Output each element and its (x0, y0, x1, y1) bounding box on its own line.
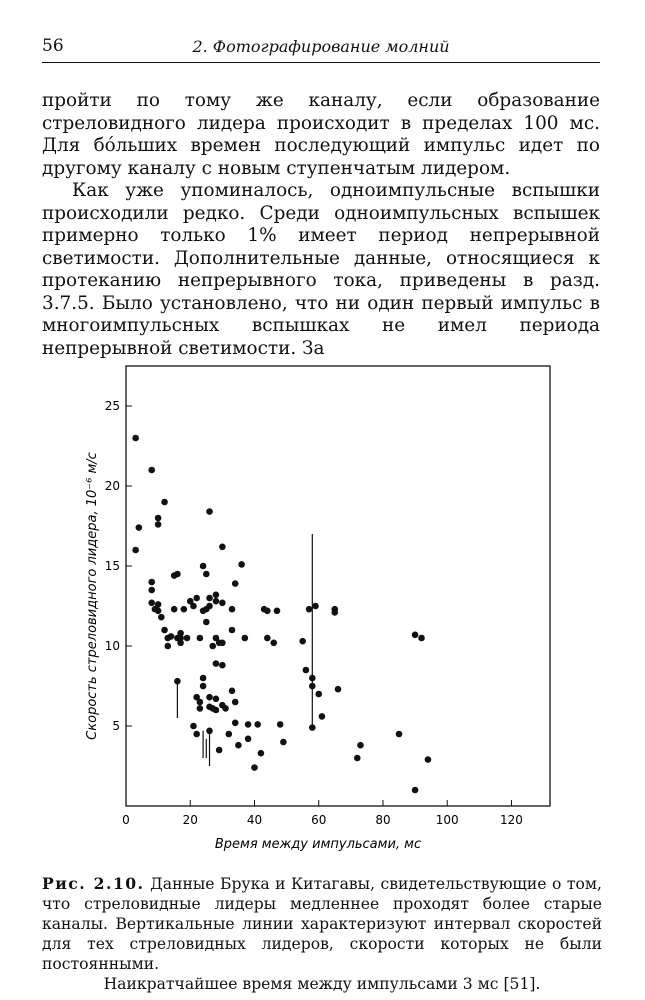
data-point (158, 614, 165, 621)
data-point (229, 627, 236, 634)
data-point (335, 686, 342, 693)
data-point (258, 750, 265, 757)
data-point (171, 606, 178, 613)
data-point (168, 633, 175, 640)
data-point (245, 736, 252, 743)
data-point (229, 688, 236, 695)
data-point (161, 499, 168, 506)
data-point (315, 691, 322, 698)
data-point (238, 561, 245, 568)
caption-label: Рис. 2.10. (42, 874, 145, 893)
data-point (213, 592, 220, 599)
data-point (357, 742, 364, 749)
data-point (190, 723, 197, 730)
data-point (155, 601, 162, 608)
data-point (155, 521, 162, 528)
page-number: 56 (42, 36, 64, 56)
data-point (200, 563, 207, 570)
data-point (148, 587, 155, 594)
data-point (277, 721, 284, 728)
data-point (245, 721, 252, 728)
body-paragraph-2: Как уже упоминалось, одноимпульсные вспышки происходили редко. Среди одноимпульсных вспышек примерно только 1% имеет период непрерывной светимости. Дополнительные данные, относящиеся к протеканию непрерывного тока, приведены в разд. 3.7.5. Было установлено, что ни один первый импульс в многоимпульсных вспышках не имел периода непрерывной светимости. За (42, 180, 600, 359)
x-tick-label: 120 (500, 813, 523, 827)
data-point (213, 696, 220, 703)
data-point (412, 632, 419, 639)
data-point (264, 608, 271, 615)
data-point (148, 467, 155, 474)
data-point (206, 694, 213, 701)
x-tick-label: 60 (311, 813, 327, 827)
data-point (418, 635, 425, 642)
data-point (219, 662, 226, 669)
data-point (396, 731, 403, 738)
data-point (354, 755, 361, 762)
data-point (219, 640, 226, 647)
data-point (193, 731, 200, 738)
data-point (181, 606, 188, 613)
data-point (200, 683, 207, 690)
data-point (425, 756, 432, 763)
data-point (197, 635, 204, 642)
data-point (280, 739, 287, 746)
data-point (242, 635, 249, 642)
y-axis-label: Скорость стреловидного лидера, 10⁻⁶ м/с (85, 452, 100, 740)
x-tick-label: 20 (182, 813, 198, 827)
data-point (312, 603, 319, 610)
data-point (203, 571, 210, 578)
data-point (193, 595, 200, 602)
data-point (177, 640, 184, 647)
x-tick-label: 80 (375, 813, 391, 827)
data-point (254, 721, 261, 728)
data-point (177, 630, 184, 637)
data-point (309, 683, 316, 690)
data-point (251, 764, 258, 771)
data-point (264, 635, 271, 642)
data-point (174, 678, 181, 685)
data-point (299, 638, 306, 645)
x-tick-label: 100 (435, 813, 459, 827)
data-point (148, 600, 155, 607)
data-point (132, 547, 139, 554)
data-point (219, 600, 226, 607)
data-point (206, 595, 213, 602)
figure-caption (42, 874, 602, 994)
body-paragraph-1: пройти по тому же каналу, если образование стреловидного лидера происходит в пределах 100 мс. Для бо́льших времен последующий импульс идет по другому каналу с новым ступенчатым лидером. (42, 90, 600, 179)
plot-frame (126, 366, 550, 806)
data-point (190, 603, 197, 610)
data-point (216, 747, 223, 754)
x-tick-label: 40 (246, 813, 263, 827)
data-point (197, 699, 204, 706)
data-point (229, 606, 236, 613)
data-point (274, 608, 281, 615)
data-point (209, 643, 216, 650)
data-point (203, 619, 210, 626)
caption-text: Данные Брука и Китагавы, свидетельствующие о том, что стреловидные лидеры медленнее проходят более старые каналы. Вертикальные линии характеризуют интервал скоростей для тех стреловидных лидеров, скорости которых не были постоянными. (42, 875, 602, 973)
data-point (213, 707, 220, 714)
data-point (270, 640, 277, 647)
data-point (235, 742, 242, 749)
data-point (219, 544, 226, 551)
data-point (155, 608, 162, 615)
y-tick-label: 5 (112, 719, 120, 733)
data-point (232, 720, 239, 727)
running-title: 2. Фотографирование молний (192, 37, 450, 56)
data-point (148, 579, 155, 586)
data-point (306, 606, 313, 613)
x-tick-label: 0 (122, 813, 130, 827)
data-point (155, 515, 162, 522)
data-point (206, 603, 213, 610)
data-point (206, 508, 213, 515)
data-point (174, 571, 181, 578)
data-point (136, 524, 143, 531)
page-header (42, 36, 600, 63)
data-point (225, 731, 232, 738)
data-point (213, 660, 220, 667)
data-point (232, 699, 239, 706)
data-point (200, 675, 207, 682)
x-axis-label: Время между импульсами, мс (214, 837, 422, 852)
data-point (206, 728, 213, 735)
y-tick-label: 10 (104, 639, 120, 653)
scatter-chart (80, 360, 580, 860)
data-point (331, 609, 338, 616)
data-point (303, 667, 310, 674)
data-point (309, 675, 316, 682)
data-point (222, 705, 229, 712)
data-point (132, 435, 139, 442)
data-point (319, 713, 326, 720)
y-tick-label: 20 (104, 479, 120, 493)
data-point (309, 724, 316, 731)
data-point (213, 598, 220, 605)
data-point (197, 705, 204, 712)
data-point (161, 627, 168, 634)
data-point (412, 787, 419, 794)
data-point (184, 635, 191, 642)
figure (80, 360, 580, 864)
data-point (232, 580, 239, 587)
data-point (164, 643, 171, 650)
y-tick-label: 15 (104, 559, 120, 573)
caption-text-2: Наикратчайшее время между импульсами 3 мс [51]. (103, 975, 541, 993)
y-tick-label: 25 (104, 399, 120, 413)
